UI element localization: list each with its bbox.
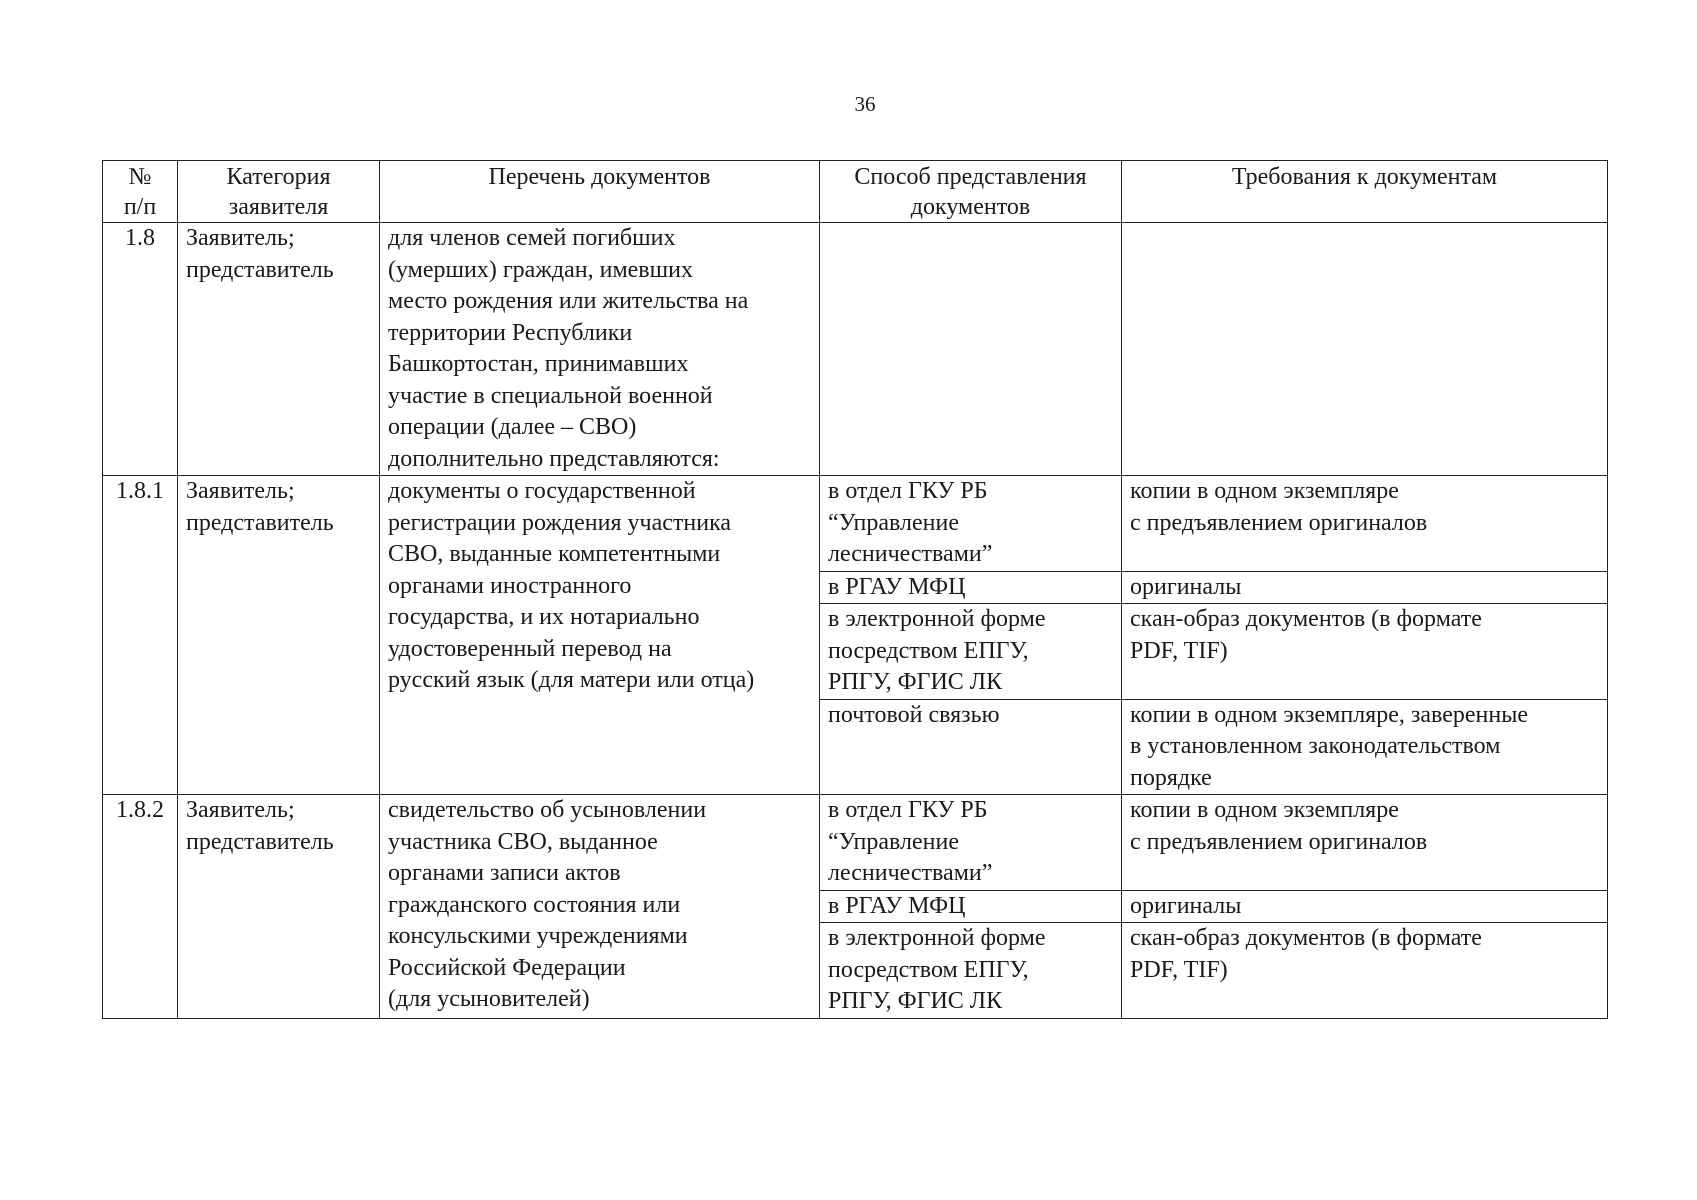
submission-method: в электронной форме посредством ЕПГУ, РПГУ, ФГИС ЛК [820, 923, 1122, 1019]
submission-method: в РГАУ МФЦ [820, 571, 1122, 604]
submission-method: почтовой связью [820, 699, 1122, 795]
submission-method: в отдел ГКУ РБ “Управление лесничествами” [820, 476, 1122, 572]
submission-requirement: оригиналы [1122, 571, 1608, 604]
row-number: 1.8 [103, 223, 178, 476]
submission-requirement: скан-образ документов (в формате PDF, TIF) [1122, 604, 1608, 700]
submission-method: в электронной форме посредством ЕПГУ, РПГУ, ФГИС ЛК [820, 604, 1122, 700]
row-number: 1.8.1 [103, 476, 178, 795]
table-row [103, 795, 1608, 891]
table-row [103, 223, 1608, 476]
documents-table [102, 160, 1608, 1019]
row-category: Заявитель; представитель [178, 476, 380, 795]
header-method: Способ представления документов [820, 161, 1122, 223]
row-documents: свидетельство об усыновлении участника СВО, выданное органами записи актов гражданского состояния или консульскими учреждениями Российской Федерации (для усыновителей) [380, 795, 820, 1019]
row-documents: документы о государственной регистрации рождения участника СВО, выданные компетентными органами иностранного государства, и их нотариально удостоверенный перевод на русский язык (для матери или отца) [380, 476, 820, 795]
row-category: Заявитель; представитель [178, 223, 380, 476]
submission-requirement: копии в одном экземпляре с предъявлением оригиналов [1122, 476, 1608, 572]
header-num: № п/п [103, 161, 178, 223]
header-category: Категория заявителя [178, 161, 380, 223]
submission-requirement: копии в одном экземпляре с предъявлением оригиналов [1122, 795, 1608, 891]
row-method-empty [820, 223, 1122, 476]
submission-method: в РГАУ МФЦ [820, 890, 1122, 923]
submission-method: в отдел ГКУ РБ “Управление лесничествами” [820, 795, 1122, 891]
submission-requirement: скан-образ документов (в формате PDF, TIF) [1122, 923, 1608, 1019]
table-row [103, 476, 1608, 572]
submission-requirement: оригиналы [1122, 890, 1608, 923]
table-header-row [103, 161, 1608, 223]
row-category: Заявитель; представитель [178, 795, 380, 1019]
page-number: 36 [854, 92, 876, 116]
row-requirement-empty [1122, 223, 1608, 476]
header-documents: Перечень документов [380, 161, 820, 223]
row-documents: для членов семей погибших (умерших) граждан, имевших место рождения или жительства на территории Республики Башкортостан, принимавших участие в специальной военной операции (далее – СВО) дополнительно представляются: [380, 223, 820, 476]
row-number: 1.8.2 [103, 795, 178, 1019]
header-requirements: Требования к документам [1122, 161, 1608, 223]
submission-requirement: копии в одном экземпляре, заверенные в установленном законодательством порядке [1122, 699, 1608, 795]
